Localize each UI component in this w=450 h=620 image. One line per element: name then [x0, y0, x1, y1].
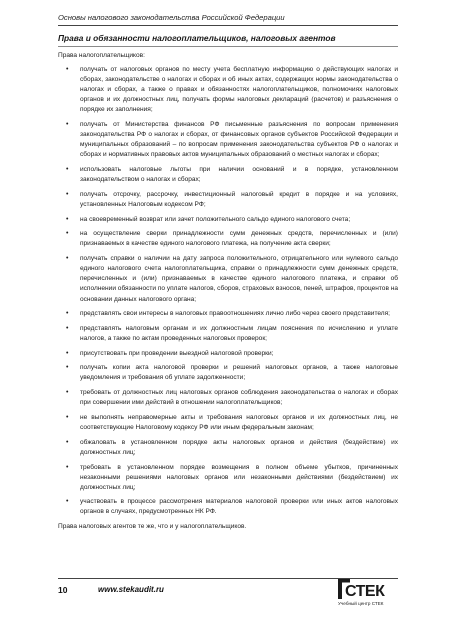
bullet-icon: • [66, 349, 69, 357]
logo-wordmark: СТЕК [345, 583, 385, 600]
logo-caption: Учебный центр СТЕК [338, 601, 384, 606]
list-item [58, 215, 398, 225]
list-item-text: получать от Министерства финансов РФ письменные разъяснения по вопросам применения законодательства РФ о налогах и сборах, от финансовых органов субъектов Российской Федерации и муниципальных образований – по вопросам применения законодательства субъектов РФ о налогах и сборах и нормативных правовых актов муниципальных образований о местных налогах и сборах; [80, 121, 398, 159]
list-item [58, 497, 398, 517]
list-item [58, 463, 398, 493]
list-item-text: получать от налоговых органов по месту учета бесплатную информацию о действующих налогах и сборах, законодательстве о налогах и сборах и об иных актах, содержащих нормы законодательства о налогах и сборах, а также о правах и обязанностях налогоплательщиков, полномочиях налоговых органов и их должностных лиц, получать формы налоговых деклараций (расчетов) и разъяснения о порядке их заполнения; [80, 66, 398, 114]
list-item [58, 254, 398, 304]
list-item [58, 388, 398, 408]
header-divider [58, 25, 398, 26]
stek-logo-icon [338, 578, 400, 600]
stek-logo [338, 578, 400, 612]
body-text [58, 51, 398, 532]
list-item [58, 324, 398, 344]
bullet-icon: • [66, 310, 69, 318]
list-item [58, 349, 398, 359]
bullet-icon: • [66, 364, 69, 372]
bullet-icon: • [66, 230, 69, 238]
bullet-icon: • [66, 463, 69, 471]
list-item-text: получать копии акта налоговой проверки и решений налоговых органов, а также налоговые уведомления и требования об уплате задолженности; [80, 364, 398, 382]
website-link[interactable]: www.stekaudit.ru [98, 585, 164, 594]
rights-list [58, 65, 398, 517]
list-item-text: не выполнять неправомерные акты и требования налоговых органов и их должностных лиц, не соответствующие Налоговому кодексу РФ или иным федеральным законам; [80, 413, 398, 432]
list-item [58, 229, 398, 249]
list-item [58, 120, 398, 160]
list-item [58, 165, 398, 185]
list-item-text: на своевременный возврат или зачет положительного сальдо единого налогового счета; [80, 215, 351, 223]
list-item [58, 190, 398, 210]
bullet-icon: • [66, 215, 69, 223]
intro-paragraph: Права налогоплательщиков: [58, 52, 145, 59]
list-item-text: требовать от должностных лиц налоговых органов соблюдения законодательства о налогах и сборах при совершении ими действий в отношении налогоплательщиков; [80, 389, 398, 407]
list-item-text: представлять свои интересы в налоговых правоотношениях лично либо через своего представителя; [80, 310, 390, 318]
bullet-icon: • [66, 166, 69, 174]
list-item-text: получать справки о наличии на дату запроса положительного, отрицательного или нулевого сальдо единого налогового счета налогоплательщика, справки о принадлежности сумм денежных средств, перечисленных и (или) признаваемых в качестве единого налогового платежа, и справки об исполнении обязанности по уплате налогов, сборов, страховых взносов, пеней, штрафов, процентов на основании данных налогового органа; [80, 255, 398, 303]
list-item-text: обжаловать в установленном порядке акты налоговых органов и действия (бездействие) их должностных лиц; [80, 438, 398, 456]
list-item [58, 438, 398, 458]
section-title: Права и обязанности налогоплательщиков, налоговых агентов [58, 33, 336, 43]
bullet-icon: • [66, 438, 69, 446]
list-item [58, 363, 398, 383]
title-divider [58, 46, 398, 47]
list-item-text: присутствовать при проведении выездной налоговой проверки; [80, 349, 274, 357]
list-item-text: на осуществление сверки принадлежности сумм денежных средств, перечисленных и (или) признаваемых в качестве единого налогового платежа, на получение акта сверки; [80, 230, 398, 248]
bullet-icon: • [66, 255, 69, 263]
running-header: Основы налогового законодательства Российской Федерации [58, 13, 285, 22]
list-item [58, 413, 398, 433]
list-item-text: участвовать в процессе рассмотрения материалов налоговой проверки или иных актов налоговых органов в случаях, предусмотренных НК РФ. [80, 498, 398, 516]
bullet-icon: • [66, 66, 69, 74]
bullet-icon: • [66, 498, 69, 506]
bullet-icon: • [66, 413, 69, 421]
list-item-text: получать отсрочку, рассрочку, инвестиционный налоговый кредит в порядке и на условиях, установленных Налоговым кодексом РФ; [80, 190, 398, 208]
bullet-icon: • [66, 190, 69, 198]
bullet-icon: • [66, 121, 69, 129]
closing-paragraph: Права налоговых агентов те же, что и у налогоплательщиков. [58, 523, 247, 531]
list-item [58, 309, 398, 319]
list-item-text: требовать в установленном порядке возмещения в полном объеме убытков, причиненных незаконными решениями налоговых органов или незаконными действиями (бездействием) их должностных лиц; [80, 463, 398, 491]
list-item-text: представлять налоговым органам и их должностным лицам пояснения по исчислению и уплате налогов, а также по актам проведенных налоговых проверок; [80, 324, 398, 342]
bullet-icon: • [66, 389, 69, 397]
bullet-icon: • [66, 324, 69, 332]
list-item-text: использовать налоговые льготы при наличии оснований и в порядке, установленном законодательством о налогах и сборах; [80, 166, 398, 184]
page-number: 10 [58, 585, 68, 595]
list-item [58, 65, 398, 115]
